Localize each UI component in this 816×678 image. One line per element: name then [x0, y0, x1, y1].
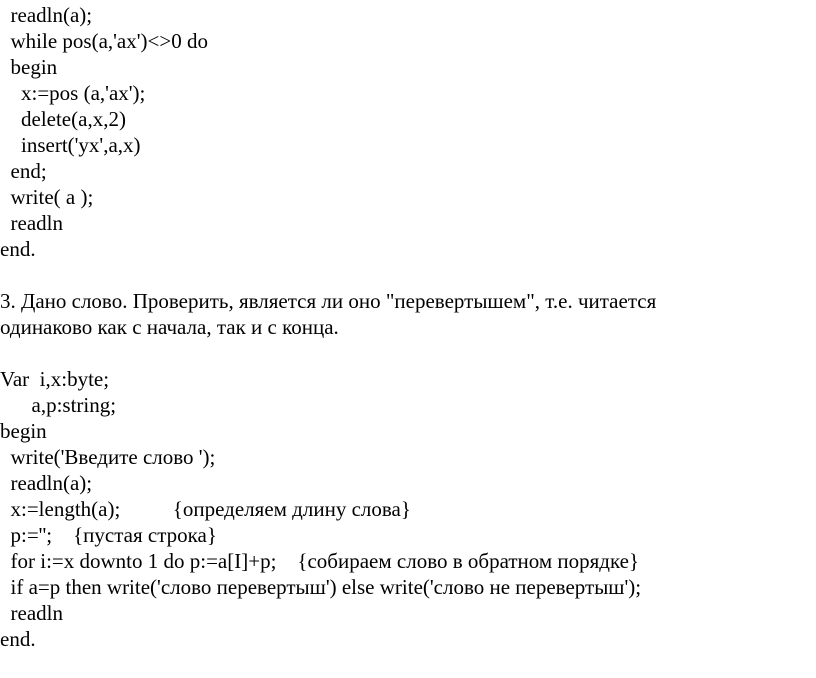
code-line-delete: delete(a,x,2) [0, 107, 126, 131]
code-line-readln: readln(a); [0, 471, 93, 495]
code-line-var: Var i,x:byte; [0, 367, 110, 391]
code-line-readln: readln [0, 601, 63, 625]
code-line-while: while pos(a,'ax')<>0 do [0, 29, 208, 53]
code-line-for-loop: for i:=x downto 1 do p:=a[I]+p; {собираем слово в обратном порядке} [0, 549, 640, 573]
code-line-readln: readln [0, 211, 63, 235]
code-line-length: x:=length(a); {определяем длину слова} [0, 497, 411, 521]
code-line-insert: insert('yx',a,x) [0, 133, 141, 157]
code-line-end-program: end. [0, 237, 36, 261]
code-line-readln: readln(a); [0, 3, 93, 27]
code-line-begin: begin [0, 419, 47, 443]
task-statement-line-1: 3. Дано слово. Проверить, является ли оно "перевертышем", т.е. читается [0, 289, 657, 313]
code-line-write-prompt: write('Введите слово '); [0, 445, 216, 469]
code-line-pos: x:=pos (a,'ax'); [0, 81, 146, 105]
code-line-if-check: if a=p then write('слово перевертыш') else write('слово не перевертыш'); [0, 575, 642, 599]
task-statement-line-2: одинаково как с начала, так и с конца. [0, 315, 339, 339]
code-line-begin: begin [0, 55, 58, 79]
code-line-end: end; [0, 159, 47, 183]
code-line-var-string: a,p:string; [0, 393, 117, 417]
code-line-end-program: end. [0, 627, 36, 651]
code-line-write: write( a ); [0, 185, 94, 209]
code-line-empty-string: p:=''; {пустая строка} [0, 523, 217, 547]
